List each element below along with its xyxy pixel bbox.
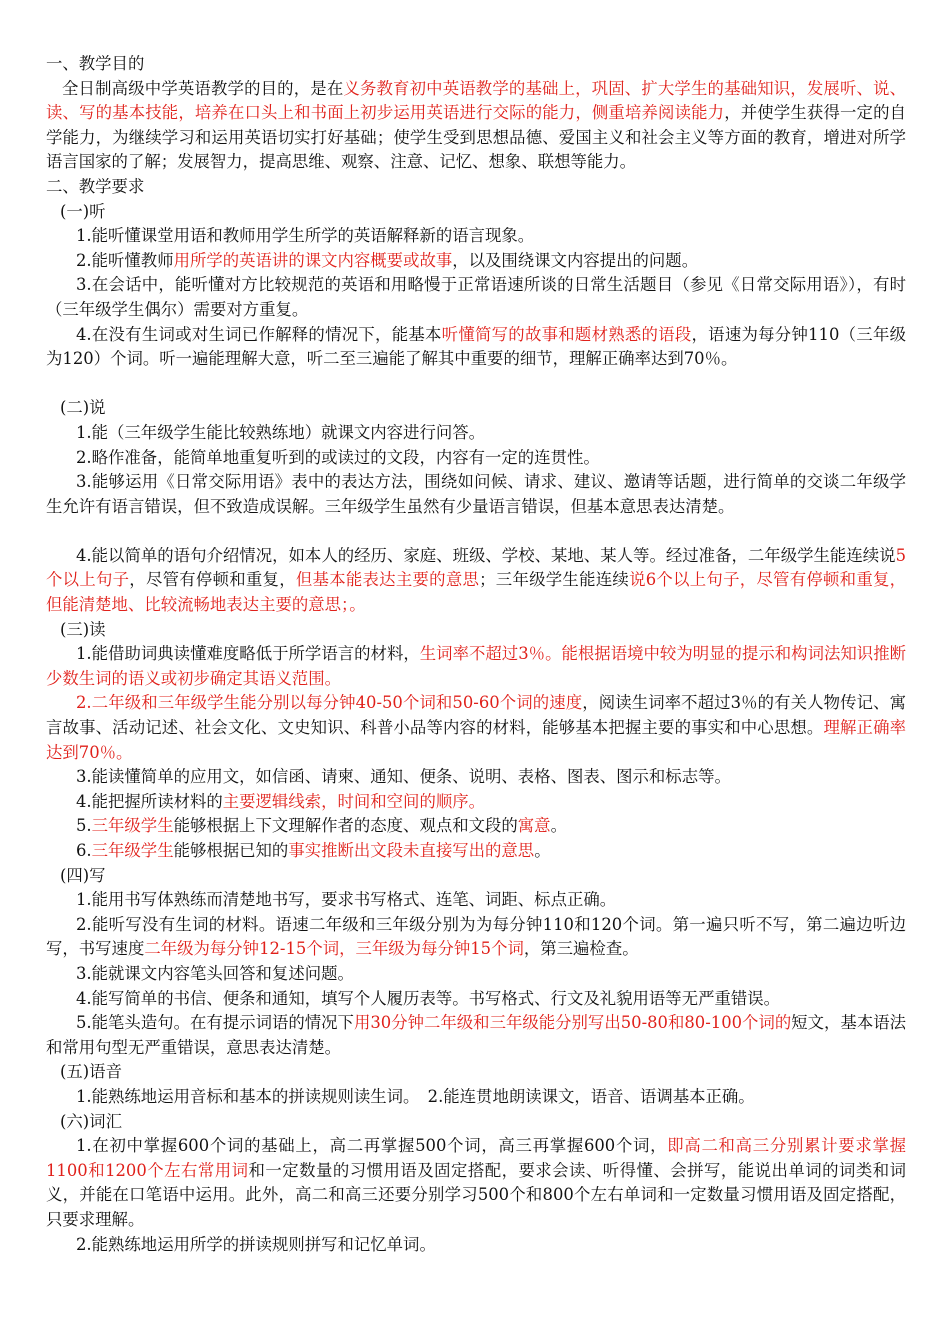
- text-run: ；三年级学生能连续: [479, 570, 630, 590]
- text-run: (二)说: [60, 398, 106, 418]
- text-run: (五)语音: [60, 1062, 122, 1082]
- text-run: 2.略作准备，能简单地重复听到的或读过的文段，内容有一定的连贯性。: [76, 447, 600, 467]
- paragraph: [46, 962, 906, 987]
- text-run: 1.能熟练地运用音标和基本的拼读规则读生词。 2.能连贯地朗读课文，语音、语调基本正确。: [76, 1086, 755, 1106]
- text-run: 一、教学目的: [46, 54, 145, 73]
- subsection-heading: [46, 200, 906, 225]
- text-run: 全日制高级中学英语教学的目的，是在: [62, 78, 344, 98]
- section-heading: [46, 175, 906, 200]
- text-run: (四)写: [60, 865, 106, 885]
- text-run: 4.在没有生词或对生词已作解释的情况下，能基本: [76, 324, 442, 344]
- text-run: 2.能熟练地运用所学的拼读规则拼写和记忆单词。: [76, 1234, 436, 1254]
- text-run: ，并使学生获得一定的自学能力，为继续学习和运用英语切实打好基础；使学生受到思想品德、爱国主义和社会主义等方面的教育，增进对所学语言国家的了解；发展智力，提高思维、观察、注意、记忆、想象、联想等能力。: [46, 103, 907, 172]
- text-run: 。: [550, 816, 567, 836]
- paragraph: [46, 1233, 906, 1258]
- highlighted-text: 生词率不超过3％。能根据语境中较为明显的提示和构词法知识推断少数生词的语义或初步确定其语义范围。: [46, 644, 906, 688]
- highlighted-text: 说6个以上句子，尽管有停顿和重复，但能清楚地、比较流畅地表达主要的意思；。: [46, 570, 907, 615]
- paragraph: [46, 470, 906, 519]
- highlighted-text: 事实推断出文段未直接写出的意思: [288, 841, 535, 860]
- text-run: 5.: [76, 816, 92, 836]
- paragraph: [46, 913, 906, 962]
- paragraph: [46, 1134, 906, 1232]
- text-run: (三)读: [60, 619, 106, 639]
- text-run: 3.在会话中，能听懂对方比较规范的英语和用略慢于正常语速所谈的日常生活题目（参见《日常交际用语》），有时（三年级学生偶尔）需要对方重复。: [46, 275, 906, 319]
- text-run: 能够根据已知的: [173, 841, 289, 860]
- paragraph: [46, 323, 906, 372]
- text-run: 2.能听写没有生词的材料。语速二年级和三年级分别为为每分钟110和120个词。第一遍只听不写，第二遍边听边写，书写速度: [46, 914, 906, 959]
- text-run: ，语速为每分钟110（三年级为120）个词。听一遍能理解大意，听二至三遍能了解其中重要的细节，理解正确率达到70％。: [46, 324, 907, 369]
- highlighted-text: 用30分钟二年级和三年级能分别写出50-80和80-100个词的: [353, 1013, 792, 1033]
- highlighted-text: 寓意: [517, 816, 551, 836]
- paragraph: [46, 1011, 906, 1060]
- paragraph: [46, 1085, 906, 1110]
- paragraph: [46, 421, 906, 446]
- paragraph: [46, 249, 906, 274]
- text-run: ，第三遍检查。: [523, 939, 639, 959]
- blank-line: [46, 519, 906, 544]
- text-run: 能够根据上下文理解作者的态度、观点和文段的: [173, 816, 518, 836]
- text-run: 3.能就课文内容笔头回答和复述问题。: [76, 963, 354, 983]
- subsection-heading: [46, 618, 906, 643]
- highlighted-text: 三年级学生: [91, 816, 174, 836]
- text-run: ，阅读生词率不超过3％的有关人物传记、寓言故事、活动记述、社会文化、文史知识、科普小品等内容的材料，能够基本把握主要的事实和中心思想。: [46, 693, 906, 738]
- highlighted-text: 三年级学生: [91, 841, 174, 860]
- highlighted-text: 5个以上句子: [46, 545, 906, 590]
- text-run: 4.能写简单的书信、便条和通知，填写个人履历表等。书写格式、行文及礼貌用语等无严重错误。: [76, 988, 781, 1008]
- text-run: 短文，基本语法和常用句型无严重错误，意思表达清楚。: [46, 1013, 907, 1057]
- text-run: 1.能（三年级学生能比较熟练地）就课文内容进行问答。: [76, 422, 486, 442]
- subsection-heading: [46, 864, 906, 889]
- highlighted-text: 二年级为每分钟12-15个词，三年级为每分钟15个词: [144, 939, 524, 959]
- text-run: 3.能读懂简单的应用文，如信函、请柬、通知、便条、说明、表格、图表、图示和标志等。: [76, 767, 731, 787]
- text-run: 。: [534, 841, 551, 860]
- paragraph: [46, 544, 906, 618]
- paragraph: [46, 888, 906, 913]
- highlighted-text: 即高二和高三分别累计要求掌握1100和1200个左右常用词: [46, 1136, 906, 1180]
- paragraph: [46, 224, 906, 249]
- text-run: 5.能笔头造句。在有提示词语的情况下: [76, 1013, 354, 1033]
- text-run: 1.能用书写体熟练而清楚地书写，要求书写格式、连笔、词距、标点正确。: [76, 890, 617, 910]
- paragraph: [46, 642, 906, 691]
- text-run: 4.能以简单的语句介绍情况，如本人的经历、家庭、班级、学校、某地、某人等。经过准备，二年级学生能连续说: [76, 545, 896, 565]
- text-run: ，尽管有停顿和重复，: [129, 570, 296, 590]
- highlighted-text: 主要逻辑线索，时间和空间的顺序。: [222, 791, 486, 811]
- paragraph: [46, 839, 906, 864]
- subsection-heading: [46, 1060, 906, 1085]
- text-run: 1.在初中掌握600个词的基础上，高二再掌握500个词，高三再掌握600个词，: [76, 1136, 668, 1156]
- text-run: 二、教学要求: [46, 176, 145, 196]
- section-heading: [46, 52, 906, 77]
- highlighted-text: 理解正确率达到70％。: [46, 718, 907, 762]
- paragraph: [46, 790, 906, 815]
- text-run: 和一定数量的习惯用语及固定搭配，要求会读、听得懂、会拼写，能说出单词的词类和词义，并能在口笔语中运用。此外，高二和高三还要分别学习500个和800个左右单词和一定数量习惯用语及固定搭配，只要求理解。: [46, 1160, 906, 1229]
- paragraph: [46, 691, 906, 765]
- text-run: (一)听: [60, 201, 106, 221]
- text-run: 1.能借助词典读懂难度略低于所学语言的材料，: [76, 644, 420, 664]
- text-run: ，以及围绕课文内容提出的问题。: [452, 250, 699, 270]
- text-run: 3.能够运用《日常交际用语》表中的表达方法，围绕如问候、请求、建议、邀请等话题，进行简单的交谈二年级学生允许有语言错误，但不致造成误解。三年级学生虽然有少量语言错误，但基本意思表达清楚。: [46, 472, 906, 516]
- paragraph: [46, 273, 906, 322]
- text-run: 6.: [76, 841, 92, 860]
- highlighted-text: 2.二年级和三年级学生能分别以每分钟40-50个词和50-60个词的速度: [76, 693, 583, 713]
- text-run: 1.能听懂课堂用语和教师用学生所学的英语解释新的语言现象。: [76, 226, 535, 246]
- subsection-heading: [46, 396, 906, 421]
- text-run: 4.能把握所读材料的: [76, 791, 223, 811]
- subsection-heading: [46, 1110, 906, 1135]
- paragraph: [46, 77, 906, 175]
- paragraph: [46, 987, 906, 1012]
- highlighted-text: 听懂简写的故事和题材熟悉的语段: [441, 324, 692, 344]
- paragraph: [46, 446, 906, 471]
- paragraph: [46, 765, 906, 790]
- paragraph: [46, 814, 906, 839]
- text-run: 2.能听懂教师: [76, 250, 174, 270]
- highlighted-text: 用所学的英语讲的课文内容概要或故事: [173, 250, 453, 270]
- blank-line: [46, 372, 906, 397]
- highlighted-text: 义务教育初中英语教学的基础上，巩固、扩大学生的基础知识，发展听、说、读、写的基本技能，培养在口头上和书面上初步运用英语进行交际的能力，侧重培养阅读能力: [46, 78, 907, 123]
- text-run: (六)词汇: [60, 1111, 122, 1131]
- highlighted-text: 但基本能表达主要的意思: [295, 570, 480, 590]
